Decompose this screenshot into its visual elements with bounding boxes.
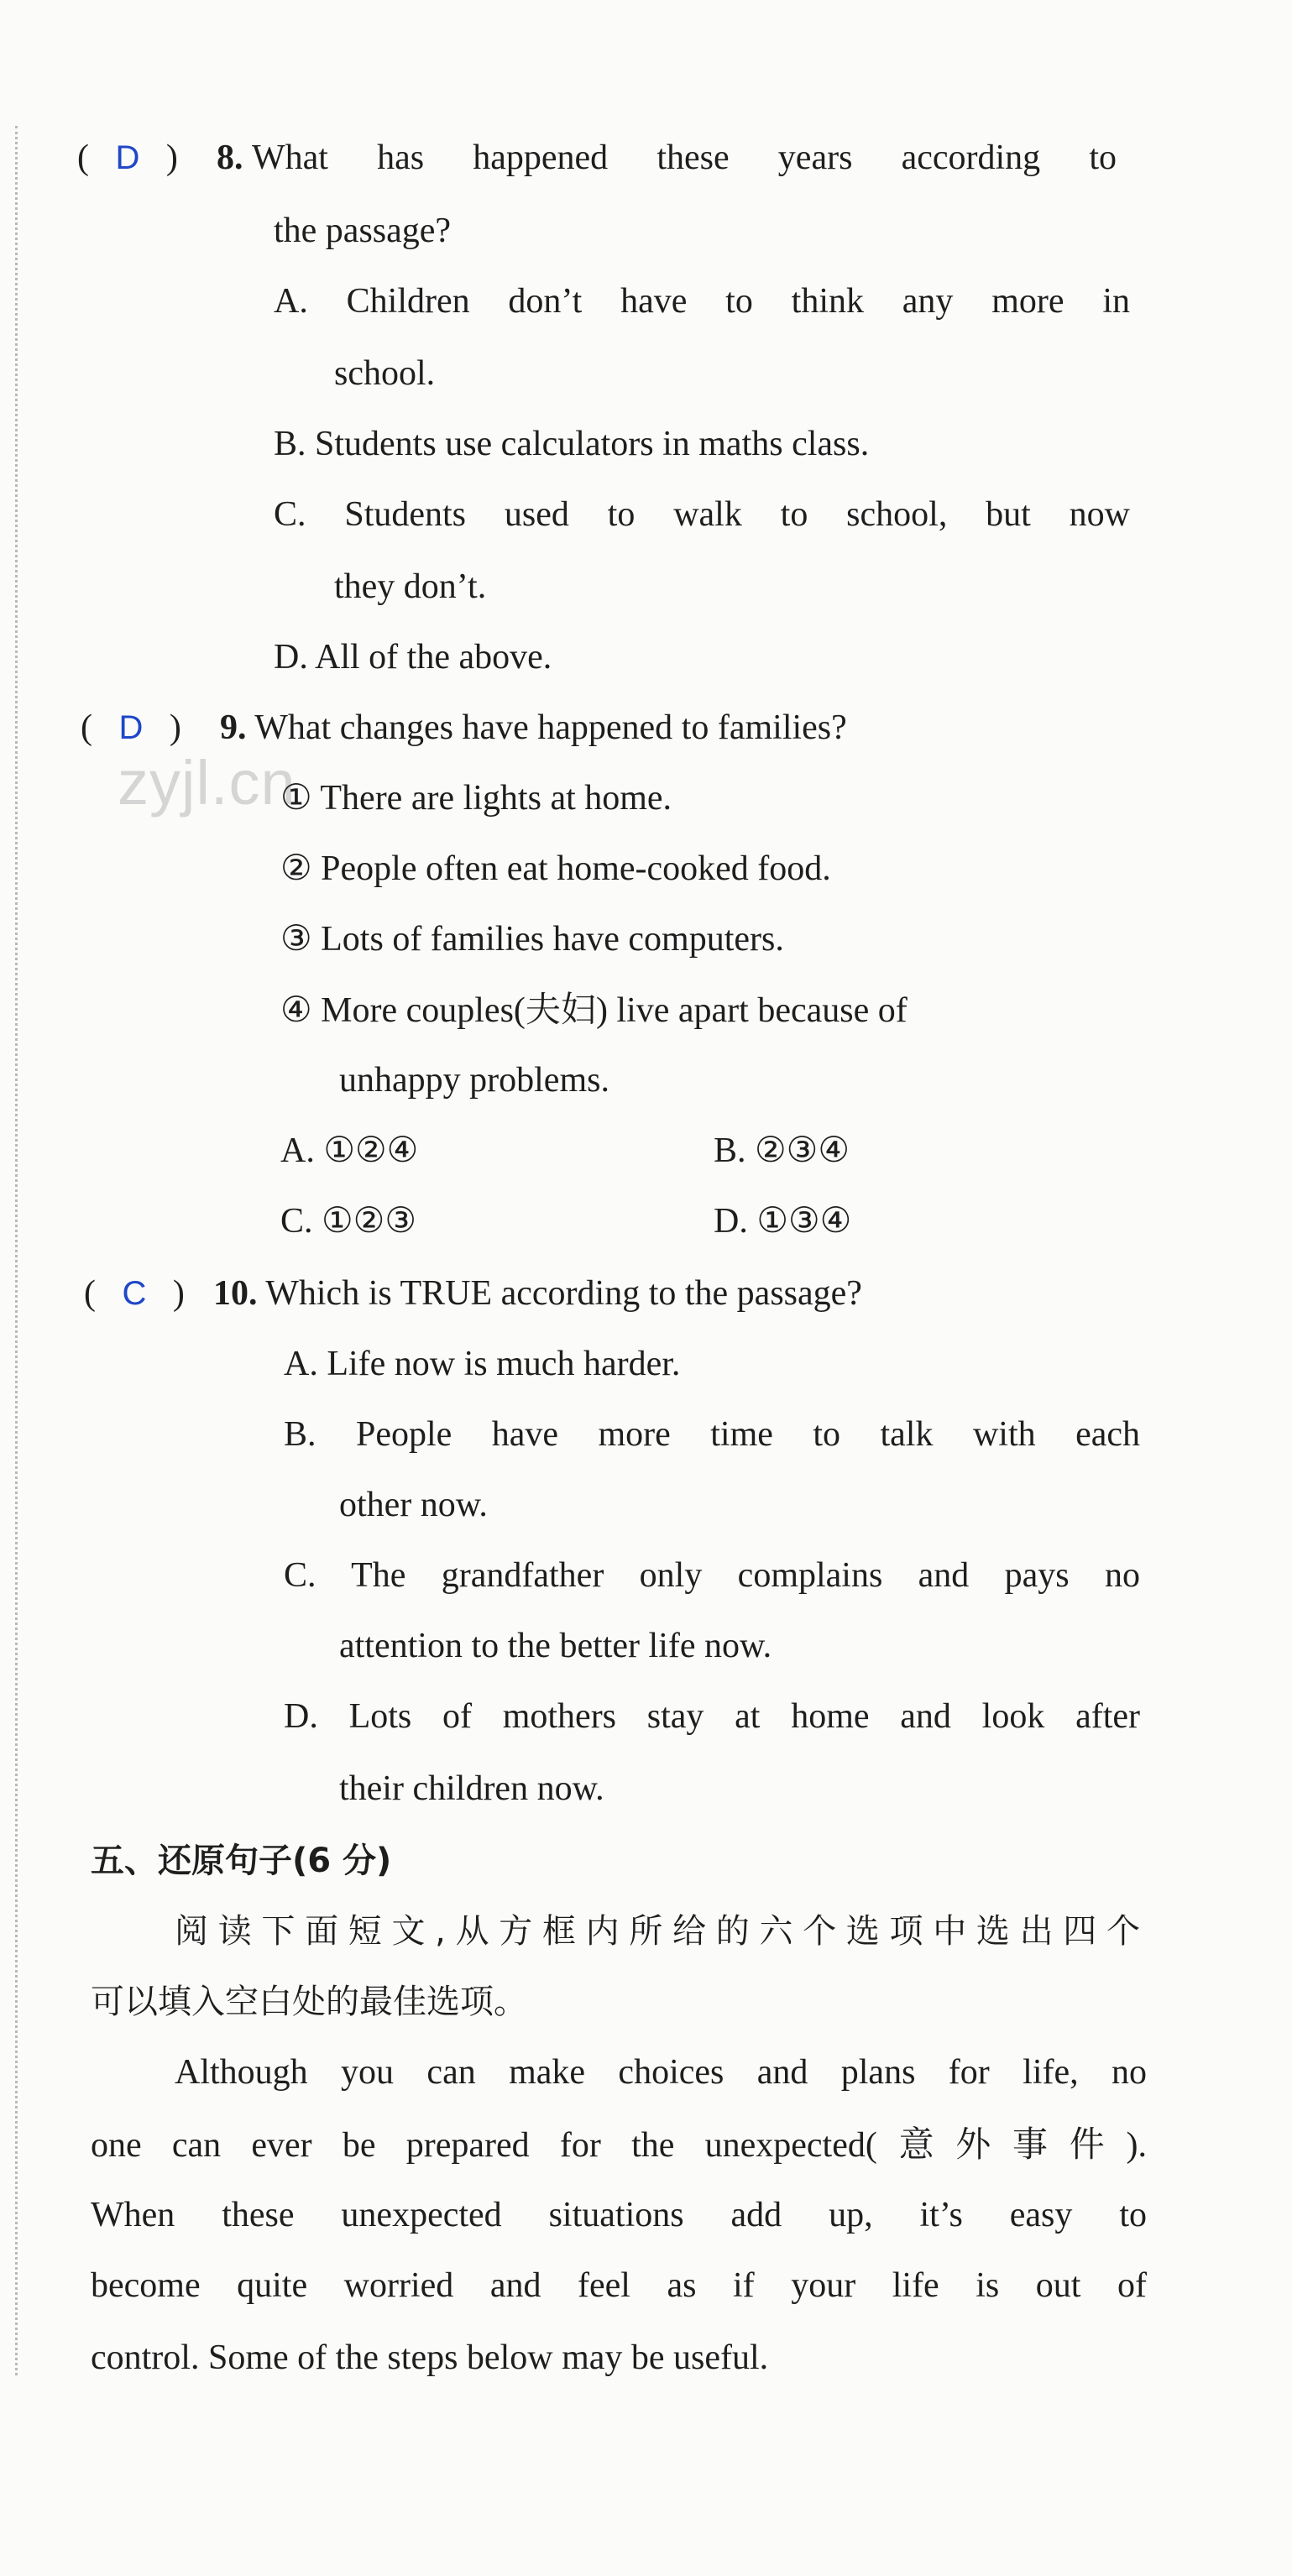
bracket-close: ) bbox=[172, 1274, 185, 1313]
question-10-option-d: D. Lots of mothers stay at home and look after bbox=[284, 1697, 1140, 1736]
answer-letter: D bbox=[115, 139, 140, 176]
passage-line-4: become quite worried and feel as if your life is out of bbox=[91, 2266, 1147, 2305]
question-number: 10. bbox=[213, 1274, 258, 1313]
question-10-option-a: A. Life now is much harder. bbox=[284, 1345, 681, 1383]
question-10-stem bbox=[84, 1270, 862, 1317]
item-4-suffix: ) live apart because of bbox=[595, 991, 908, 1030]
question-number: 9. bbox=[220, 708, 247, 747]
question-9-option-d: D. ①③④ bbox=[714, 1202, 852, 1241]
question-8-stem-line-1 bbox=[77, 134, 1137, 181]
item-4-prefix: ④ More couples( bbox=[280, 991, 526, 1030]
question-10-option-b-cont: other now. bbox=[339, 1486, 488, 1524]
answer-letter: C bbox=[122, 1275, 147, 1312]
question-9-item-1: ① There are lights at home. bbox=[280, 779, 672, 818]
answer-letter: D bbox=[118, 709, 144, 746]
item-4-text bbox=[280, 986, 908, 1034]
question-stem: Which is TRUE according to the passage? bbox=[265, 1274, 862, 1313]
question-8-stem-line-2: the passage? bbox=[274, 212, 452, 250]
item-4-gloss: 夫妇 bbox=[525, 989, 596, 1030]
passage-line-5: control. Some of the steps below may be useful. bbox=[91, 2338, 769, 2377]
bracket-close: ) bbox=[169, 708, 181, 747]
watermark-logo: zyjl.cn bbox=[118, 748, 296, 818]
question-9-item-4-cont: unhappy problems. bbox=[339, 1061, 609, 1100]
passage-line-1: Although you can make choices and plans for life, no bbox=[175, 2053, 1147, 2092]
bracket-open: ( bbox=[77, 138, 89, 177]
question-stem: What has happened these years according to bbox=[252, 138, 1117, 177]
question-8-option-b: B. Students use calculators in maths class. bbox=[274, 425, 870, 463]
answer-bracket bbox=[81, 704, 220, 751]
question-10-option-c: C. The grandfather only complains and pays no bbox=[284, 1556, 1140, 1595]
passage-line-3: When these unexpected situations add up, it’s easy to bbox=[91, 2196, 1147, 2234]
question-9-option-c: C. ①②③ bbox=[280, 1202, 416, 1241]
section-instruction-line-2: 可以填入空白处的最佳选项。 bbox=[91, 1983, 527, 2021]
question-8-option-a-cont: school. bbox=[334, 354, 436, 393]
question-stem: What changes have happened to families? bbox=[254, 708, 847, 747]
question-9-item-2: ② People often eat home-cooked food. bbox=[280, 849, 831, 888]
binding-margin-line bbox=[15, 126, 18, 2375]
question-9-item-4 bbox=[280, 986, 1137, 1034]
section-title: 五、还原句子(6 分) bbox=[91, 1842, 392, 1880]
question-10-option-d-cont: their children now. bbox=[339, 1769, 604, 1808]
question-number: 8. bbox=[217, 138, 243, 177]
question-8-option-c: C. Students used to walk to school, but now bbox=[274, 495, 1130, 534]
answer-bracket bbox=[77, 134, 217, 181]
bracket-open: ( bbox=[81, 708, 92, 747]
passage-gloss: 意外事件 bbox=[876, 2124, 1127, 2165]
question-10-option-b: B. People have more time to talk with each bbox=[284, 1415, 1140, 1454]
question-9-option-a: A. ①②④ bbox=[280, 1131, 419, 1170]
question-9-stem bbox=[81, 704, 847, 751]
bracket-open: ( bbox=[84, 1274, 96, 1313]
passage-line-2-text: one can ever be prepared for the unexpected( bbox=[91, 2126, 877, 2165]
question-8-option-a: A. Children don’t have to think any more in bbox=[274, 282, 1130, 321]
answer-bracket bbox=[84, 1270, 232, 1317]
passage-line-2-end: ). bbox=[1126, 2126, 1147, 2165]
bracket-close: ) bbox=[165, 138, 178, 177]
section-instruction-line-1: 阅读下面短文,从方框内所给的六个选项中选出四个 bbox=[175, 1912, 1140, 1951]
question-9-item-3: ③ Lots of families have computers. bbox=[280, 920, 784, 959]
question-10-option-c-cont: attention to the better life now. bbox=[339, 1627, 772, 1665]
question-8-option-c-cont: they don’t. bbox=[334, 567, 487, 606]
question-9-option-b: B. ②③④ bbox=[714, 1131, 850, 1170]
question-8-option-d: D. All of the above. bbox=[274, 638, 552, 677]
passage-line-2 bbox=[91, 2121, 1147, 2169]
